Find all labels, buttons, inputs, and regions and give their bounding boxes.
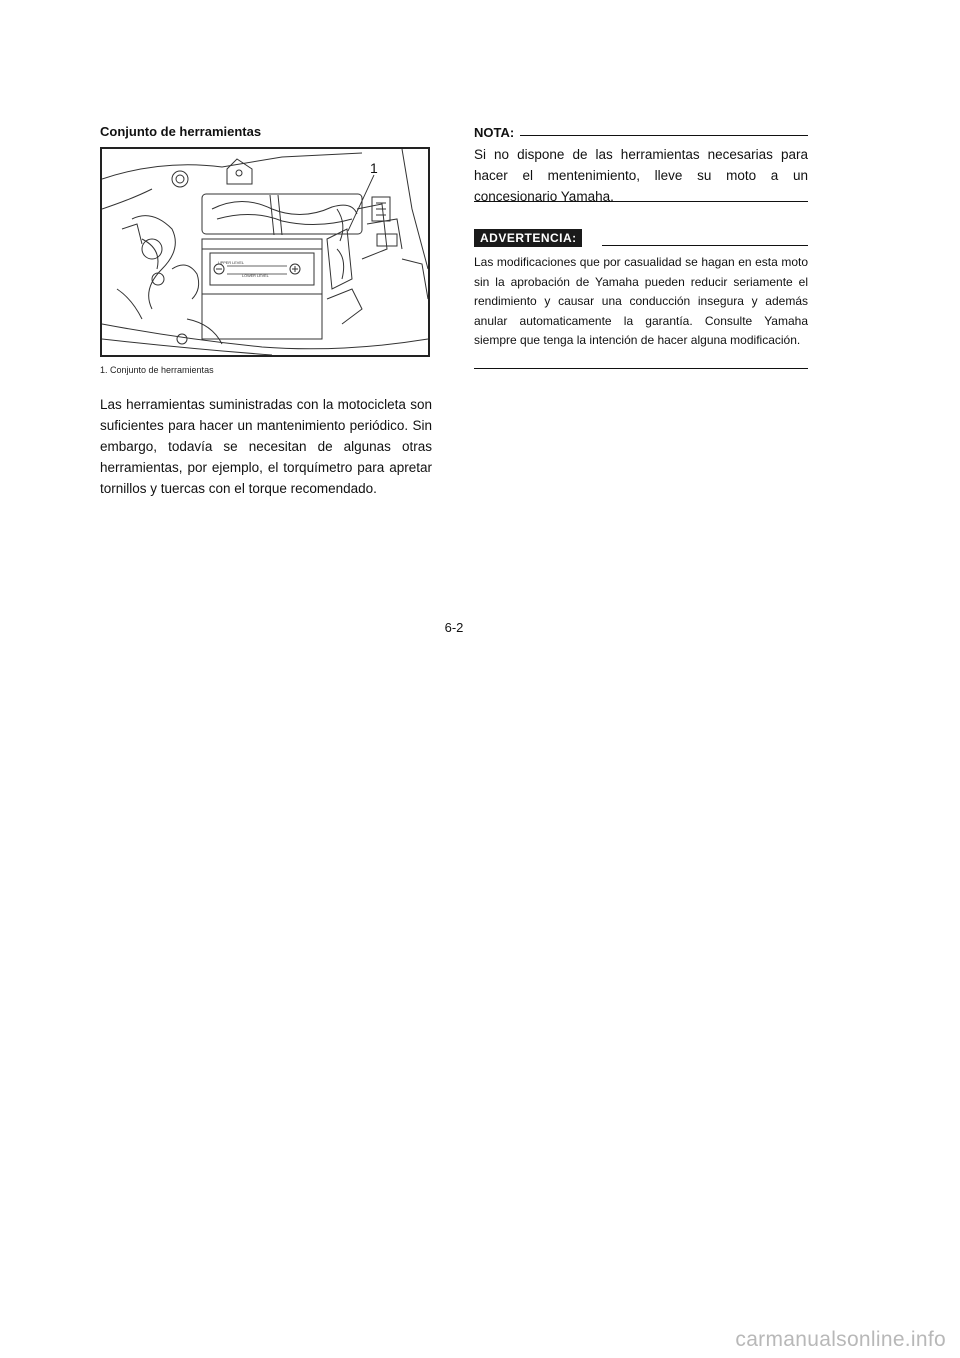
warning-header-rule bbox=[602, 245, 808, 246]
warning-bottom-rule bbox=[474, 368, 808, 369]
body-paragraph: Las herramientas suministradas con la motocicleta son suficientes para hacer un mantenimiento periódico. Sin embargo, todavía se necesitan de algunas otras herramientas, por ejemplo, el torquímetro para apretar tornillos y tuercas con el torque recomendado. bbox=[100, 397, 432, 496]
upper-level-label: UPPER LEVEL bbox=[218, 261, 244, 265]
tool-kit-illustration bbox=[100, 147, 430, 357]
warning-header bbox=[474, 229, 808, 247]
figure-callout-number: 1 bbox=[370, 160, 378, 176]
warning-text: Las modificaciones que por casualidad se hagan en esta moto sin la aprobación de Yamaha pueden reducir seriamente el rendimiento y causar una conducción insegura y además anular automaticamente la garantía. Consulte Yamaha siempre que tenga la intención de hacer alguna modificación. bbox=[474, 255, 808, 348]
page-number: 6-2 bbox=[444, 620, 464, 635]
note-bottom-rule bbox=[474, 201, 808, 202]
note-text: Si no dispone de las herramientas necesarias para hacer el mentenimiento, lleve su moto a un concesionario Yamaha. bbox=[474, 147, 808, 204]
section-title: Conjunto de herramientas bbox=[100, 124, 262, 139]
note-header bbox=[474, 124, 808, 140]
note-label: NOTA: bbox=[474, 124, 515, 140]
watermark: carmanualsonline.info bbox=[735, 1328, 946, 1351]
note-header-rule bbox=[520, 135, 808, 136]
warning-badge: ADVERTENCIA: bbox=[474, 229, 582, 247]
figure-caption: 1. Conjunto de herramientas bbox=[100, 365, 214, 375]
lower-level-label: LOWER LEVEL bbox=[242, 274, 269, 278]
